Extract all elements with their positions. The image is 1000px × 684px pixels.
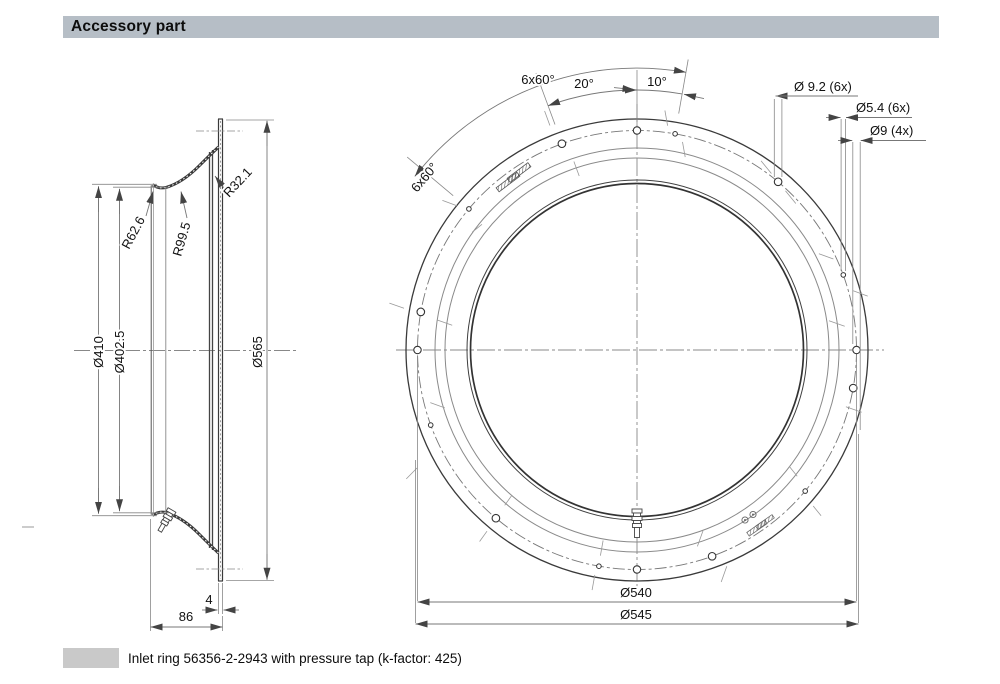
mounting-hole (414, 346, 421, 353)
mounting-hole (673, 132, 678, 137)
mounting-hole (708, 553, 716, 561)
caption-marker-box (63, 648, 119, 668)
front-view (389, 60, 926, 625)
dim-label-6x60-top: 6x60° (521, 72, 555, 87)
hole-callouts (774, 79, 926, 430)
molded-markings (742, 511, 774, 536)
dim-label-r321: R32.1 (220, 164, 255, 201)
dim-label-4: 4 (205, 592, 213, 607)
dim-label-d540: Ø540 (620, 585, 652, 600)
mounting-hole (853, 346, 860, 353)
dim-thickness4 (202, 583, 239, 614)
mounting-hole (467, 207, 472, 212)
figure-caption (63, 648, 963, 668)
pressure-tap-front (632, 509, 642, 538)
angular-dims (407, 60, 704, 196)
page-title: Accessory part (71, 18, 186, 35)
callout-d54: Ø5.4 (6x) (856, 100, 911, 115)
mounting-hole (417, 308, 425, 316)
mounting-hole (633, 127, 640, 134)
dim-label-6x60-left: 6x60° (407, 159, 441, 195)
caption-text: Inlet ring 56356-2-2943 with pressure tap (k-factor: 425) (128, 650, 462, 666)
dim-label-86: 86 (178, 609, 194, 624)
dim-label-d4025: Ø402.5 (112, 330, 127, 374)
mounting-hole (841, 273, 846, 278)
section-header (63, 16, 939, 38)
mounting-hole (492, 514, 500, 522)
dim-label-r626: R62.6 (118, 213, 148, 252)
dim-depth86 (151, 519, 223, 631)
mounting-hole (633, 566, 640, 573)
mounting-hole (849, 384, 857, 392)
dim-label-10deg: 10° (647, 74, 667, 89)
dim-label-d565: Ø565 (250, 336, 265, 368)
callout-d9: Ø9 (4x) (870, 123, 914, 138)
dim-d4025 (112, 187, 169, 513)
mounting-hole (774, 178, 782, 186)
dim-label-d545: Ø545 (620, 607, 652, 622)
dim-label-20deg: 20° (574, 76, 594, 91)
mounting-hole (803, 489, 808, 494)
mounting-hole (558, 140, 566, 148)
section-view (74, 119, 296, 631)
dim-label-d410: Ø410 (91, 336, 106, 368)
dim-label-r995: R99.5 (169, 220, 194, 258)
callout-d92: Ø 9.2 (6x) (794, 79, 852, 94)
bell-edge-silhouette (210, 150, 213, 550)
mounting-hole (428, 423, 433, 428)
mounting-hole (597, 564, 602, 569)
